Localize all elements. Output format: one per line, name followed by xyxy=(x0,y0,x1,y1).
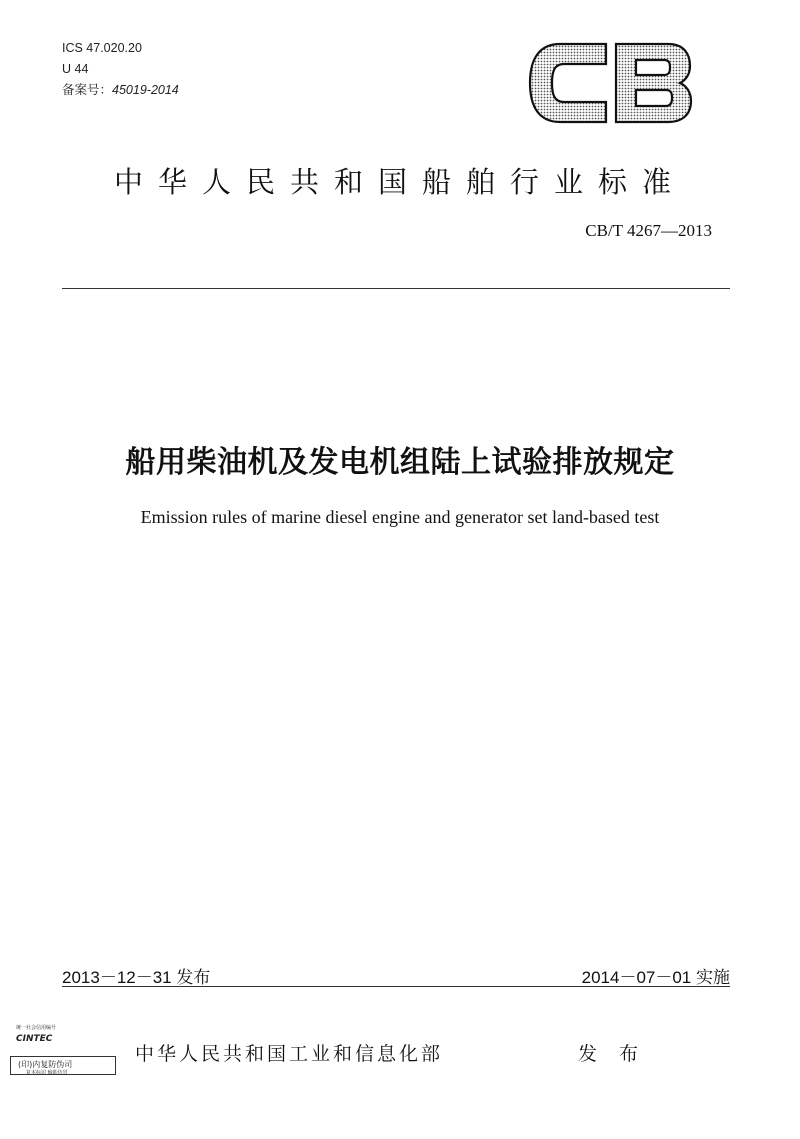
stamp-line-1: 统一社会信用编号 xyxy=(16,1025,57,1031)
implementation-date: 2014－07－01 实施 xyxy=(581,968,730,987)
standard-category: 中华人民共和国船舶行业标准 xyxy=(113,165,686,199)
filing-number-row xyxy=(62,80,179,101)
ics-code: ICS 47.020.20 xyxy=(62,41,142,55)
stamp-line-2: CINTEC xyxy=(16,1034,53,1044)
classification-codes xyxy=(62,38,179,101)
issue-label: 发 布 xyxy=(578,1043,647,1065)
standard-code: CB/T 4267—2013 xyxy=(585,221,712,240)
footer-divider xyxy=(62,986,730,987)
title-english: Emission rules of marine diesel engine and generator set land-based test xyxy=(140,507,660,527)
ccs-code: U 44 xyxy=(62,62,89,76)
stamp-line-4: 复本标识 输助仿冒 xyxy=(26,1070,68,1076)
filing-label: 备案号： xyxy=(62,83,113,97)
title-chinese: 船用柴油机及发电机组陆上试验排放规定 xyxy=(125,445,675,480)
header-divider xyxy=(62,288,730,289)
release-date: 2013－12－31 发布 xyxy=(62,968,211,987)
filing-number: 45019-2014 xyxy=(112,83,179,97)
stamp-line-3: (印)内复防伪司 xyxy=(18,1060,73,1069)
cb-logo-icon xyxy=(528,42,693,124)
issuing-authority: 中华人民共和国工业和信息化部 xyxy=(135,1043,444,1065)
anti-counterfeit-stamp xyxy=(10,1024,118,1078)
